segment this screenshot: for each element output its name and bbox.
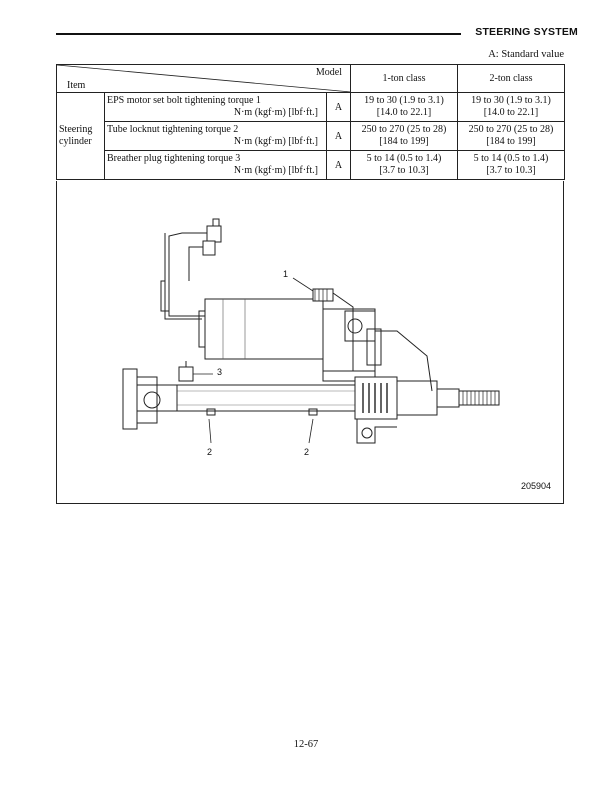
- row-name: Tube locknut tightening torque 2: [107, 124, 239, 135]
- value-line: [14.0 to 22.1]: [483, 107, 539, 118]
- value-code: A: [327, 122, 351, 151]
- value-line: [14.0 to 22.1]: [376, 107, 432, 118]
- table-row: [57, 122, 565, 151]
- value-line: 19 to 30 (1.9 to 3.1): [364, 95, 444, 106]
- column-header-2ton: 2-ton class: [458, 65, 565, 93]
- value-line: 250 to 270 (25 to 28): [468, 124, 554, 135]
- row-unit: N·m (kgf·m) [lbf·ft.]: [233, 136, 318, 147]
- table-header-row: [57, 65, 565, 93]
- row-unit: N·m (kgf·m) [lbf·ft.]: [233, 165, 318, 176]
- value-line: 19 to 30 (1.9 to 3.1): [471, 95, 551, 106]
- row-label: [105, 93, 327, 122]
- value-line: [184 to 199]: [486, 136, 536, 147]
- value-line: 5 to 14 (0.5 to 1.4): [473, 153, 549, 164]
- table-row: [57, 151, 565, 180]
- table-row: [57, 93, 565, 122]
- callout-1: 1: [283, 269, 289, 279]
- value-line: [3.7 to 10.3]: [486, 165, 536, 176]
- figure-id: 205904: [520, 481, 551, 491]
- table-corner-cell: [57, 65, 351, 93]
- steering-cylinder-figure: [56, 181, 564, 504]
- page-number: 12-67: [293, 739, 319, 750]
- steering-cylinder-illustration: [57, 181, 565, 504]
- group-label-line: Steering: [59, 124, 93, 135]
- callout-3: 3: [217, 367, 223, 377]
- header-rule: [56, 33, 461, 35]
- value-line: [3.7 to 10.3]: [379, 165, 429, 176]
- value-code: A: [327, 93, 351, 122]
- row-label: [105, 122, 327, 151]
- column-header-1ton: 1-ton class: [351, 65, 458, 93]
- row-unit: N·m (kgf·m) [lbf·ft.]: [233, 107, 318, 118]
- group-label-line: cylinder: [59, 136, 92, 147]
- row-name: EPS motor set bolt tightening torque 1: [107, 95, 261, 106]
- value-1ton: [351, 93, 458, 122]
- row-name: Breather plug tightening torque 3: [107, 153, 241, 164]
- standard-value-note: A: Standard value: [488, 49, 564, 60]
- torque-spec-table: [56, 64, 565, 180]
- row-label: [105, 151, 327, 180]
- value-2ton: [458, 122, 565, 151]
- item-header: Item: [67, 80, 86, 91]
- callout-2-left: 2: [207, 447, 213, 457]
- value-code: A: [327, 151, 351, 180]
- value-1ton: [351, 151, 458, 180]
- group-label-steering-cylinder: [57, 93, 105, 180]
- value-line: 5 to 14 (0.5 to 1.4): [366, 153, 442, 164]
- model-header: Model: [315, 67, 343, 78]
- value-2ton: [458, 93, 565, 122]
- section-title: STEERING SYSTEM: [475, 26, 578, 38]
- value-1ton: [351, 122, 458, 151]
- value-line: 250 to 270 (25 to 28): [361, 124, 447, 135]
- corner-diagonal: [57, 65, 351, 92]
- value-line: [184 to 199]: [379, 136, 429, 147]
- value-2ton: [458, 151, 565, 180]
- callout-2-right: 2: [304, 447, 310, 457]
